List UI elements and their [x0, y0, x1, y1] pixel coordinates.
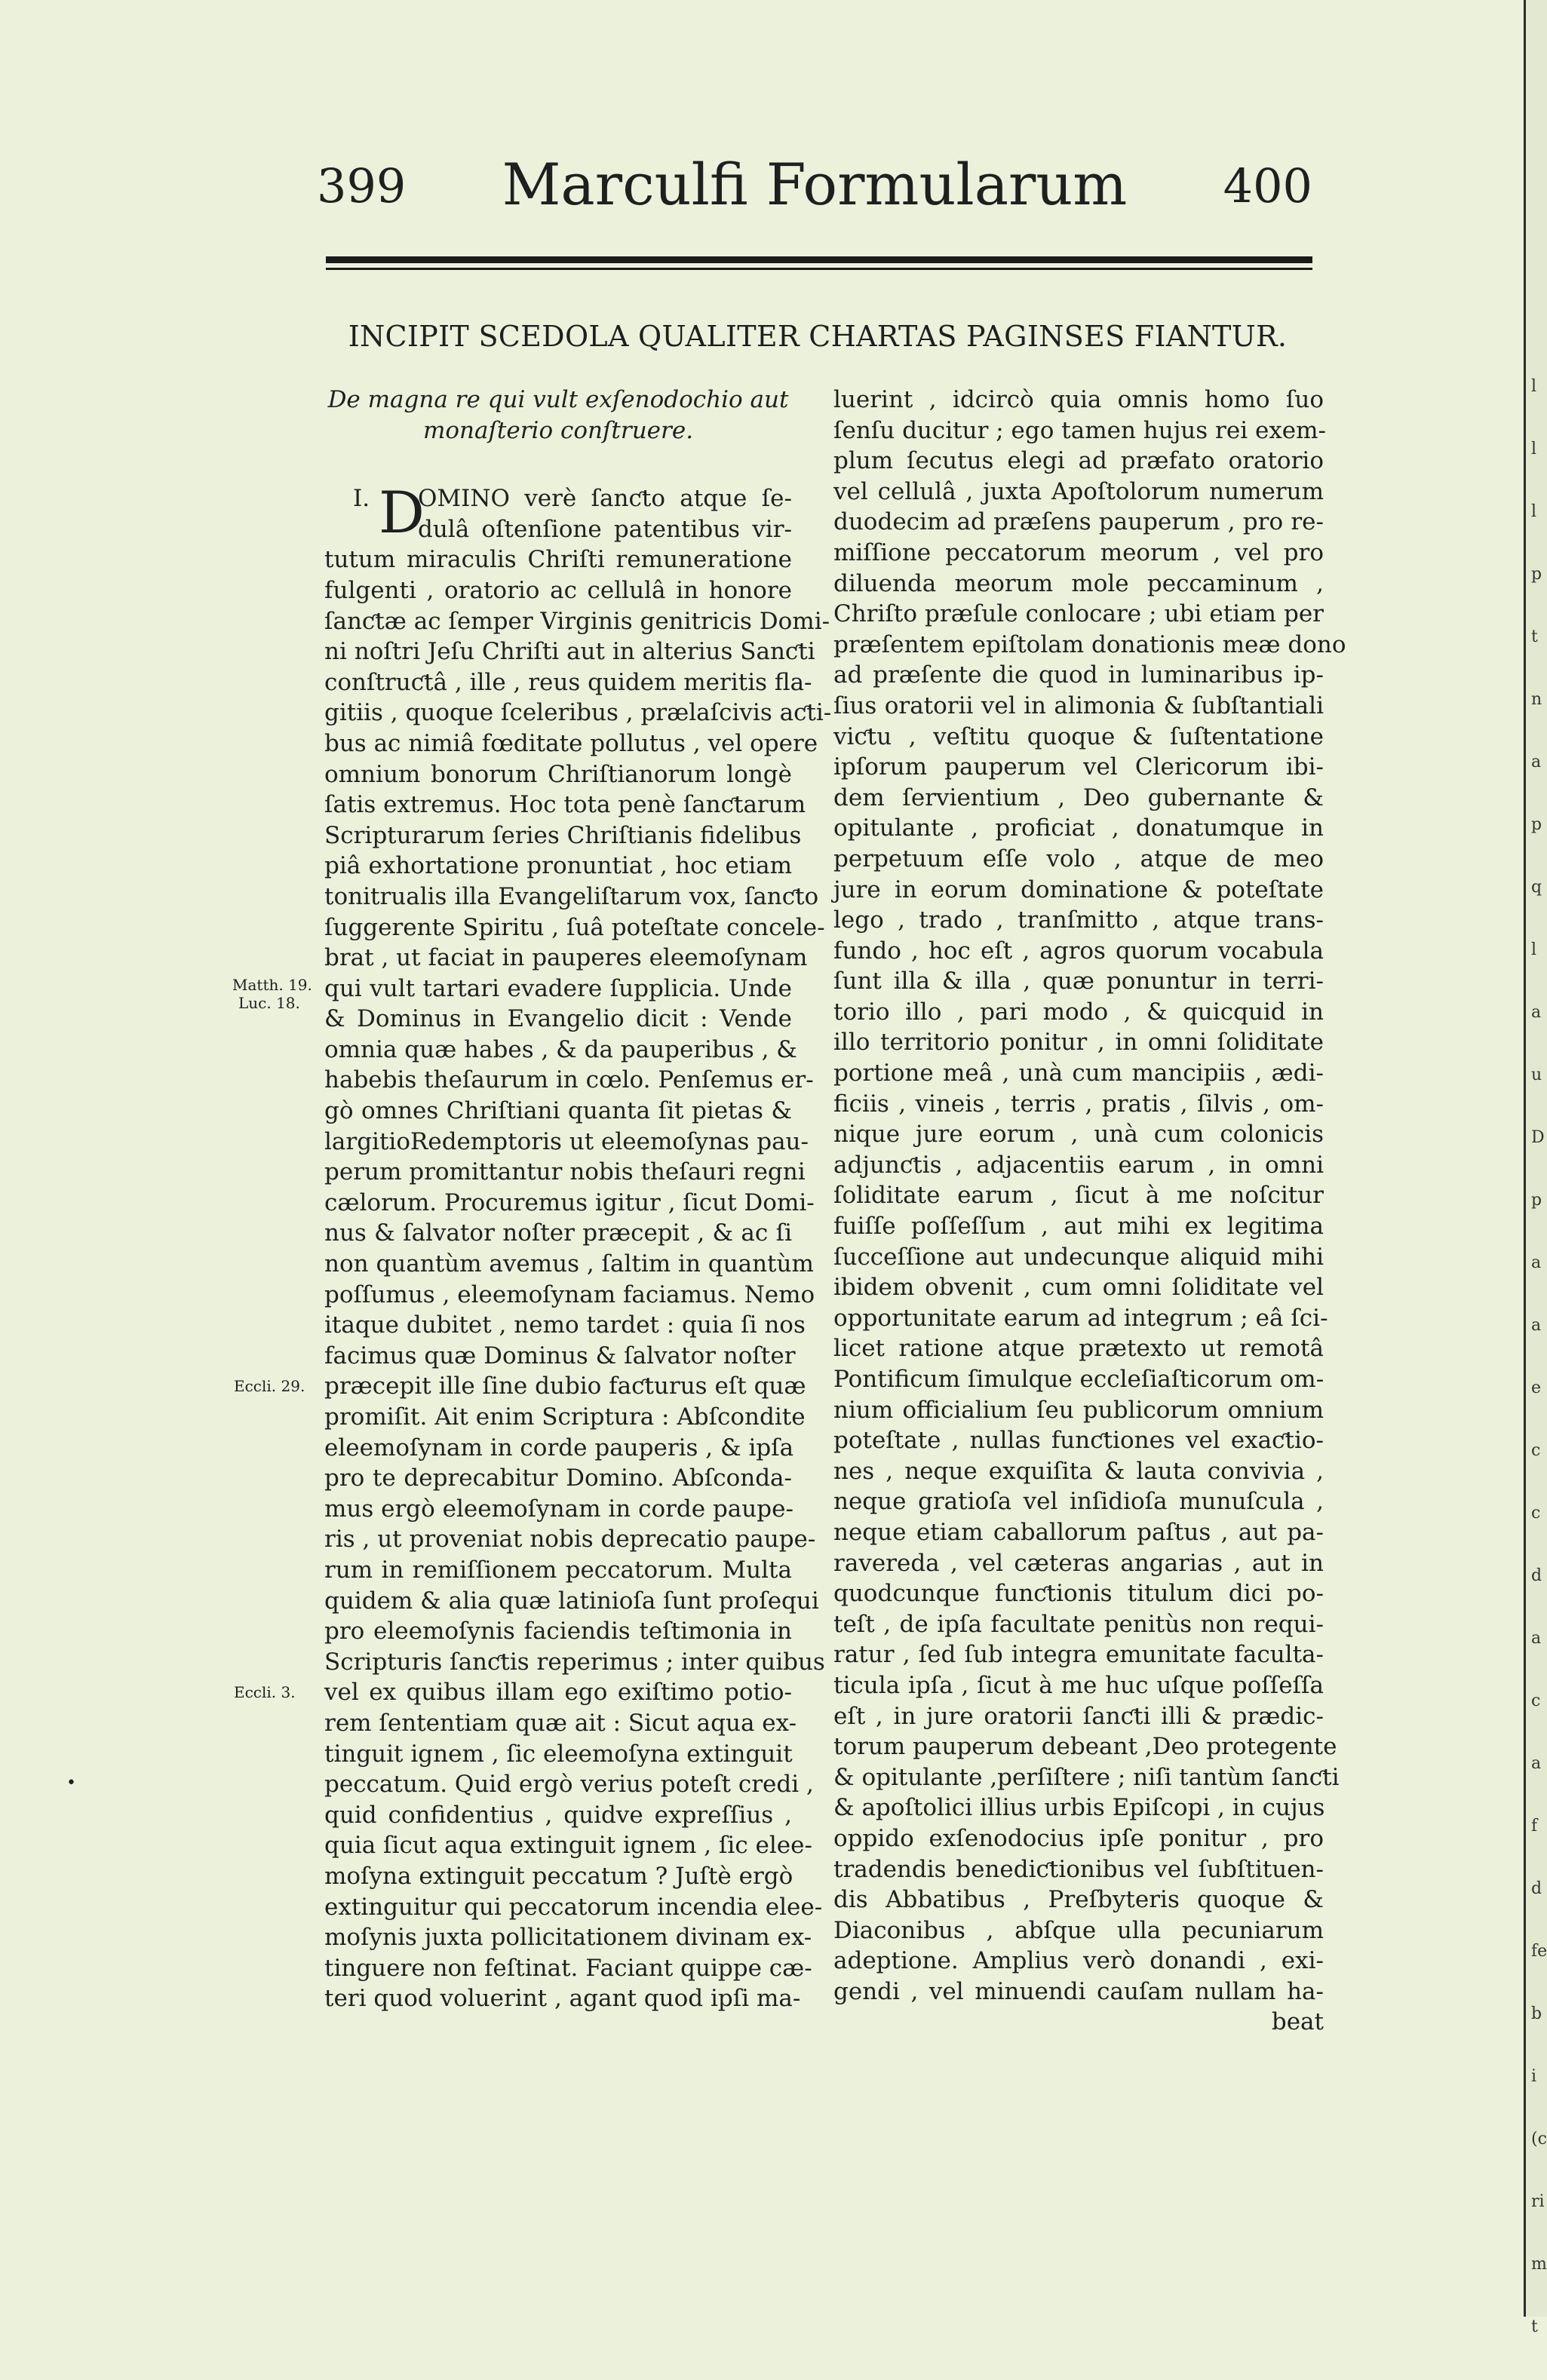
text-line: tonitrualis illa Evangeliſtarum vox, ſanƈto — [324, 882, 819, 910]
text-line: ſenſu ducitur ; ego tamen hujus rei exem- — [833, 416, 1327, 444]
edge-glyph: c — [1531, 1691, 1541, 1710]
adjacent-page-glyphs — [1531, 377, 1545, 2380]
text-line: tutum miraculis Chriſti remuneratione — [324, 546, 792, 574]
edge-glyph: n — [1531, 690, 1542, 709]
header-rule-thick — [326, 256, 1312, 263]
edge-glyph: e — [1531, 1379, 1542, 1397]
edge-glyph: a — [1531, 1629, 1542, 1648]
text-line: dulâ oſtenſione patentibus vir- — [418, 515, 792, 543]
text-line: ticula ipſa , ſicut à me huc uſque poſſeſſa — [833, 1671, 1324, 1699]
marginal-line: Matth. 19. — [232, 976, 312, 994]
text-line: portione meâ , unà cum mancipiis , ædi- — [833, 1060, 1324, 1087]
text-line: viƈtu , veſtitu quoque & ſuſtentatione — [833, 722, 1324, 750]
rubric-line: monaſterio conſtruere. — [422, 416, 694, 444]
text-line: ris , ut proveniat nobis deprecatio paupe- — [324, 1526, 816, 1553]
text-line: fundo , hoc eſt , agros quorum vocabula — [833, 937, 1324, 965]
text-line: quia ſicut aqua extinguit ignem , ſic elee- — [324, 1832, 812, 1860]
edge-glyph: ri — [1531, 2192, 1545, 2211]
text-line: fuiſſe poſſeſſum , aut mihi ex legitima — [833, 1213, 1324, 1241]
text-line: piâ exhortatione pronuntiat , hoc etiam — [324, 852, 792, 880]
text-line: & Dominus in Evangelio dicit : Vende — [324, 1005, 792, 1033]
text-line: tinguit ignem , ſic eleemoſyna extinguit — [324, 1740, 793, 1768]
text-line: tinguere non feſtinat. Faciant quippe cæ- — [324, 1954, 812, 1982]
text-line: licet ratione atque prætexto ut remotâ — [833, 1335, 1324, 1363]
right-column — [833, 385, 1346, 2038]
text-line: rem ſententiam quæ ait : Sicut aqua ex- — [324, 1709, 797, 1737]
left-column-body — [324, 544, 832, 2014]
edge-glyph: c — [1531, 1441, 1541, 1460]
text-line: duodecim ad præſens pauperum , pro re- — [833, 508, 1324, 536]
text-line: neque etiam caballorum paſtus , aut pa- — [833, 1518, 1324, 1546]
edge-glyph: p — [1531, 1191, 1542, 1210]
text-line: ad præſente die quod in luminaribus ip- — [833, 661, 1324, 689]
page-number-right: 400 — [1223, 158, 1312, 213]
text-line: nique jure eorum , unà cum colonicis — [833, 1121, 1324, 1149]
right-column-body — [833, 385, 1346, 2038]
edge-glyph: p — [1531, 565, 1542, 584]
text-line: omnium bonorum Chriſtianorum longè — [324, 760, 792, 788]
text-line: perpetuum eſſe volo , atque de meo — [833, 845, 1324, 873]
text-line: ſucceſſione aut undecunque aliquid mihi — [833, 1243, 1324, 1271]
text-line: gitiis , quoque ſceleribus , prælaſcivis aƈti- — [324, 699, 832, 727]
text-line: ratur , ſed ſub integra emunitate faculta- — [833, 1641, 1324, 1669]
edge-glyph: d — [1531, 1566, 1542, 1585]
edge-glyph: t — [1531, 2317, 1538, 2336]
edge-glyph: D — [1531, 1128, 1545, 1147]
text-line: bus ac nimiâ fœditate pollutus , vel opere — [324, 729, 818, 757]
text-line: teſt , de ipſa facultate penitùs non requi- — [833, 1610, 1324, 1638]
text-line: jure in eorum dominatione & poteſtate — [833, 876, 1324, 903]
text-line: opportunitate earum ad integrum ; eâ ſci- — [833, 1304, 1328, 1332]
text-line: Scripturarum ſeries Chriſtianis fidelibus — [324, 821, 802, 849]
edge-glyph: a — [1531, 1754, 1542, 1773]
text-line: cælorum. Procuremus igitur , ſicut Domi- — [324, 1188, 815, 1216]
text-line: & apoſtolici illius urbis Epiſcopi , in cujus — [833, 1794, 1325, 1822]
text-line: adjunƈtis , adjacentiis earum , in omni — [833, 1151, 1324, 1179]
edge-glyph: l — [1531, 377, 1537, 396]
text-line: OMINO verè ſanƈto atque ſe- — [418, 485, 792, 513]
text-line: lego , trado , tranſmitto , atque trans- — [833, 906, 1324, 934]
page-header — [317, 151, 1312, 226]
text-line: habebis theſaurum in cœlo. Penſemus er- — [324, 1066, 814, 1094]
header-rule-thin — [326, 268, 1312, 270]
text-line: illo territorio ponitur , in omni ſoliditate — [833, 1029, 1324, 1057]
paragraph-numeral: I. — [353, 485, 370, 513]
text-line: vel ex quibus illam ego exiſtimo potio- — [324, 1679, 792, 1707]
text-line: eleemoſynam in corde pauperis , & ipſa — [324, 1434, 794, 1461]
edge-glyph: c — [1531, 1504, 1541, 1523]
text-line: ſoliditate earum , ſicut à me noſcitur — [833, 1182, 1324, 1210]
text-line: non quantùm avemus , ſaltim in quantùm — [324, 1250, 814, 1278]
text-line: ficiis , vineis , terris , pratis , ſilvis , om- — [833, 1090, 1324, 1118]
text-line: largitioRedemptoris ut eleemoſynas pau- — [324, 1127, 809, 1155]
text-line: rum in remiſſionem peccatorum. Multa — [324, 1556, 792, 1584]
text-line: pro te deprecabitur Domino. Abſconda- — [324, 1464, 792, 1492]
text-line: ſius oratorii vel in alimonia & ſubſtantiali — [833, 692, 1324, 719]
text-line: eſt , in jure oratorii ſanƈti illi & prædic- — [833, 1702, 1324, 1730]
text-line: miſſione peccatorum meorum , vel pro — [833, 538, 1324, 566]
text-line: moſynis juxta pollicitationem divinam ex- — [324, 1924, 812, 1952]
edge-glyph: q — [1531, 878, 1542, 897]
edge-glyph: p — [1531, 815, 1542, 834]
edge-glyph: a — [1531, 753, 1542, 771]
text-line: Scripturis ſanƈtis reperimus ; inter quibus — [324, 1648, 825, 1676]
text-line: itaque dubitet , nemo tardet : quia ſi nos — [324, 1311, 806, 1339]
text-line: pro eleemoſynis faciendis teſtimonia in — [324, 1618, 792, 1645]
text-line: poteſtate , nullas funƈtiones vel exaƈtio- — [833, 1427, 1324, 1455]
text-line: fulgenti , oratorio ac cellulâ in honore — [324, 576, 792, 604]
running-title: Marculfi Formularum — [502, 151, 1128, 218]
edge-glyph: m — [1531, 2255, 1547, 2274]
marginal-reference-eccli-3: Eccli. 3. — [234, 1683, 296, 1701]
text-line: ſunt illa & illa , quæ ponuntur in terri- — [833, 968, 1324, 995]
edge-glyph: i — [1531, 2067, 1537, 2086]
marginal-line: Luc. 18. — [238, 994, 300, 1012]
margin-dot: • — [66, 1774, 76, 1793]
text-line: quodcunque funƈtionis titulum dici po- — [833, 1580, 1324, 1608]
edge-glyph: a — [1531, 1316, 1542, 1335]
text-line: dem ſervientium , Deo gubernante & — [833, 784, 1324, 811]
text-line: quidem & alia quæ latinioſa ſunt proſequi — [324, 1587, 819, 1615]
page-number-left: 399 — [317, 158, 407, 213]
text-line: gò omnes Chriſtiani quanta ſit pietas & — [324, 1097, 792, 1125]
text-line: torum pauperum debeant ,Deo protegente — [833, 1733, 1337, 1761]
text-line: Diaconibus , abſque ulla pecuniarum — [833, 1916, 1324, 1944]
text-line: conſtruƈtâ , ille , reus quidem meritis fla- — [324, 668, 812, 696]
text-line: promiſit. Ait enim Scriptura : Abſcondite — [324, 1403, 806, 1431]
text-line: plum ſecutus elegi ad præfato oratorio — [833, 447, 1324, 475]
edge-glyph: l — [1531, 502, 1537, 521]
text-line: dis Abbatibus , Preſbyteris quoque & — [833, 1886, 1324, 1914]
text-line: ſanƈtæ ac ſemper Virginis genitricis Domi- — [324, 607, 830, 635]
text-line: præcepit ille ſine dubio faƈturus eſt quæ — [324, 1372, 806, 1400]
text-line: quid confidentius , quidve expreſſius , — [324, 1801, 792, 1829]
edge-glyph: fe — [1531, 1942, 1547, 1961]
rubric-line: De magna re qui vult exſenodochio aut — [327, 386, 789, 413]
edge-glyph: b — [1531, 2004, 1542, 2023]
text-line: ſatis extremus. Hoc tota penè ſanƈtarum — [324, 791, 806, 819]
edge-glyph: d — [1531, 1879, 1542, 1898]
text-line: tradendis benediƈtionibus vel ſubſtituen- — [833, 1855, 1324, 1883]
text-line: & opitulante ,perſiſtere ; niſi tantùm ſanƈti — [833, 1763, 1340, 1791]
edge-glyph: t — [1531, 627, 1538, 646]
left-column — [324, 385, 832, 2014]
marginal-reference-matthew — [232, 976, 312, 1012]
marginal-reference-eccli-29: Eccli. 29. — [234, 1377, 305, 1395]
text-line: nium officialium ſeu publicorum omnium — [833, 1396, 1324, 1424]
edge-glyph: (c — [1531, 2130, 1547, 2148]
text-line: omnia quæ habes , & da pauperibus , & — [324, 1035, 797, 1063]
text-line: ni noſtri Jeſu Chriſti aut in alterius Sanƈti — [324, 638, 815, 666]
text-line: neque gratioſa vel inſidioſa munuſcula , — [833, 1488, 1324, 1516]
text-line: mus ergò eleemoſynam in corde paupe- — [324, 1495, 793, 1523]
edge-glyph: u — [1531, 1066, 1542, 1084]
edge-glyph: l — [1531, 940, 1537, 959]
text-line: brat , ut faciat in pauperes eleemoſynam — [324, 944, 808, 972]
text-line: ſuggerente Spiritu , ſuâ poteſtate concele- — [324, 913, 825, 941]
text-line: facimus quæ Dominus & ſalvator noſter — [324, 1342, 796, 1369]
text-line: opitulante , proficiat , donatumque in — [833, 814, 1324, 842]
text-line: ipſorum pauperum vel Clericorum ibi- — [833, 753, 1324, 781]
edge-glyph: l — [1531, 440, 1537, 459]
text-line: moſyna extinguit peccatum ? Juſtè ergò — [324, 1862, 793, 1890]
spacer — [324, 446, 792, 483]
text-line: teri quod voluerint , agant quod ipſi ma- — [324, 1985, 801, 2013]
text-line: peccatum. Quid ergò verius poteſt credi , — [324, 1771, 814, 1799]
text-line: nes , neque exquiſita & lauta convivia , — [833, 1457, 1324, 1485]
text-line: ibidem obvenit , cum omni ſoliditate vel — [833, 1274, 1324, 1302]
text-line: præſentem epiſtolam donationis meæ dono — [833, 630, 1346, 658]
edge-glyph: a — [1531, 1003, 1542, 1022]
text-line: poſſumus , eleemoſynam faciamus. Nemo — [324, 1280, 815, 1308]
text-line: Chriſto præſule conlocare ; ubi etiam per — [833, 600, 1324, 628]
text-line: beat — [1271, 2008, 1324, 2036]
edge-glyph: a — [1531, 1253, 1542, 1272]
text-line: qui vult tartari evadere ſupplicia. Unde — [324, 974, 792, 1002]
drop-cap: D — [379, 479, 425, 547]
text-line: luerint , idcircò quia omnis homo ſuo — [833, 386, 1324, 413]
text-line: diluenda meorum mole peccaminum , — [833, 569, 1324, 597]
text-line: oppido exſenodocius ipſe ponitur , pro — [833, 1824, 1324, 1852]
text-line: torio illo , pari modo , & quicquid in — [833, 998, 1324, 1026]
text-line: extinguitur qui peccatorum incendia elee- — [324, 1893, 823, 1921]
text-line: perum promittantur nobis theſauri regni — [324, 1158, 806, 1186]
edge-glyph: f — [1531, 1817, 1538, 1836]
text-line: adeptione. Amplius verò donandi , exi- — [833, 1947, 1324, 1975]
text-line: gendi , vel minuendi cauſam nullam ha- — [833, 1977, 1324, 2005]
text-line: vel cellulâ , juxta Apoſtolorum numerum — [833, 477, 1324, 505]
text-line: nus & ſalvator noſter præcepit , & ac ſi — [324, 1219, 792, 1247]
text-line: ravereda , vel cæteras angarias , aut in — [833, 1549, 1324, 1577]
text-line: Pontificum ſimulque eccleſiaſticorum om- — [833, 1366, 1324, 1393]
section-title: INCIPIT SCEDOLA QUALITER CHARTAS PAGINSES FIANTUR. — [348, 320, 1288, 353]
